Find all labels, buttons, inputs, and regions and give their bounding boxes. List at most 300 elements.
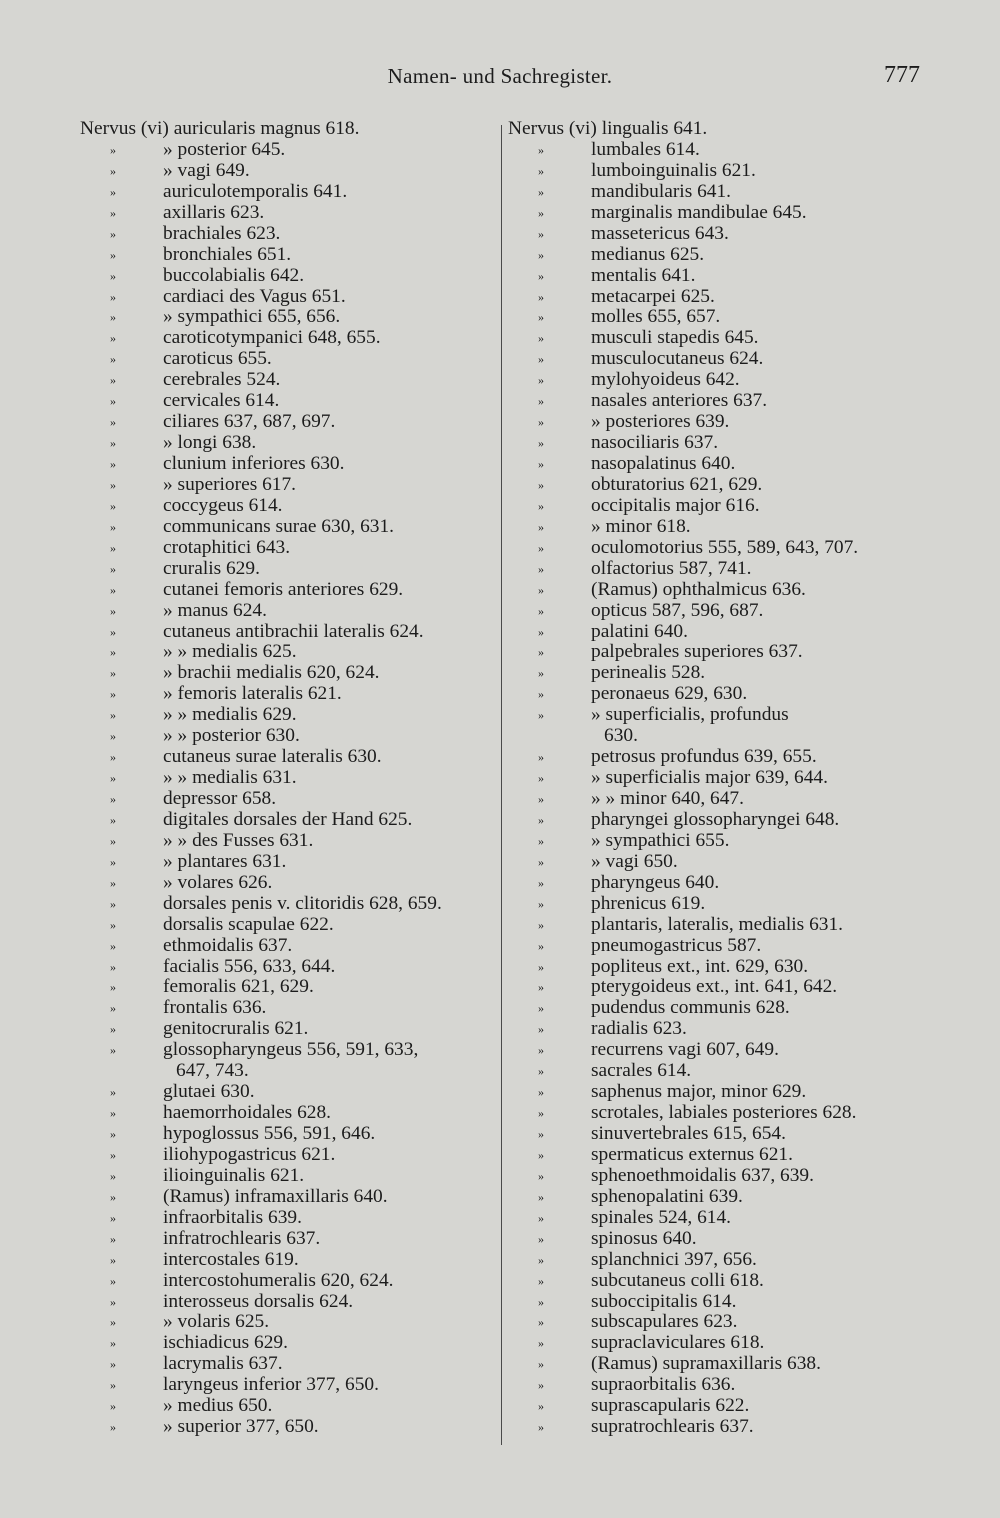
- ditto-mark: »: [110, 352, 116, 367]
- entry-text: » volaris 625.: [163, 1311, 270, 1333]
- page-number: 777: [884, 62, 920, 88]
- entry-text: intercostohumeralis 620, 624.: [163, 1269, 394, 1291]
- index-entry: [80, 1145, 498, 1166]
- entry-text: radialis 623.: [591, 1018, 687, 1040]
- ditto-mark: »: [538, 163, 544, 178]
- index-entry: [80, 1396, 498, 1417]
- index-entry: [80, 1082, 498, 1103]
- ditto-mark: »: [538, 457, 544, 471]
- ditto-mark: »: [110, 666, 116, 681]
- entry-text: supraclaviculares 618.: [591, 1332, 765, 1354]
- entry-text: cutaneus surae lateralis 630.: [163, 746, 382, 768]
- index-entry: [508, 1040, 926, 1061]
- ditto-mark: »: [110, 792, 116, 806]
- entry-text: suboccipitalis 614.: [591, 1290, 737, 1312]
- ditto-mark: »: [110, 205, 116, 220]
- ditto-mark: »: [538, 1210, 544, 1225]
- index-entry: [508, 705, 926, 726]
- ditto-mark: »: [110, 331, 116, 346]
- ditto-mark: »: [538, 812, 544, 827]
- entry-text: » vagi 649.: [163, 159, 250, 181]
- entry-text: nasociliaris 637.: [591, 432, 719, 454]
- ditto-mark: »: [110, 896, 116, 911]
- entry-text: ischiadicus 629.: [163, 1332, 288, 1354]
- ditto-mark: »: [110, 582, 116, 597]
- index-entry: [80, 789, 498, 810]
- entry-text: » » des Fusses 631.: [163, 829, 314, 851]
- ditto-mark: »: [538, 1127, 544, 1141]
- index-entry: [508, 517, 926, 538]
- index-entry: [508, 454, 926, 475]
- entry-text: » » posterior 630.: [163, 725, 300, 747]
- index-entry: [80, 894, 498, 915]
- index-entry: [508, 433, 926, 454]
- index-entry: [508, 622, 926, 643]
- index-entry: [508, 119, 926, 140]
- index-entry: [508, 287, 926, 308]
- ditto-mark: »: [110, 268, 116, 283]
- index-entry: [508, 496, 926, 517]
- entry-text: dorsales penis v. clitoridis 628, 659.: [163, 892, 442, 914]
- ditto-mark: »: [110, 1189, 116, 1204]
- entry-text: hypoglossus 556, 591, 646.: [163, 1123, 376, 1144]
- ditto-mark: »: [538, 1378, 544, 1393]
- index-entry: [80, 601, 498, 622]
- index-entry: [508, 328, 926, 349]
- index-entry: [508, 412, 926, 433]
- ditto-mark: »: [538, 373, 544, 388]
- index-entry: [508, 224, 926, 245]
- ditto-mark: »: [538, 917, 544, 932]
- entry-text: sphenopalatini 639.: [591, 1185, 743, 1207]
- ditto-mark: »: [538, 1273, 544, 1288]
- entry-text: 647, 743.: [176, 1060, 249, 1082]
- index-entry: [508, 936, 926, 957]
- ditto-mark: »: [110, 854, 116, 869]
- entry-text: sphenoethmoidalis 637, 639.: [591, 1164, 814, 1186]
- index-entry: [80, 1375, 498, 1396]
- ditto-mark: »: [538, 1315, 544, 1330]
- index-entry: [508, 559, 926, 580]
- entry-text: cruralis 629.: [163, 557, 260, 579]
- ditto-mark: »: [110, 1043, 116, 1058]
- ditto-mark: »: [538, 645, 544, 660]
- index-entry: [80, 391, 498, 412]
- ditto-mark: »: [538, 959, 544, 974]
- ditto-mark: »: [538, 1357, 544, 1372]
- entry-text: mentalis 641.: [591, 264, 696, 286]
- index-entry: [80, 245, 498, 266]
- index-entry: [80, 266, 498, 287]
- ditto-mark: »: [538, 1043, 544, 1058]
- ditto-mark: »: [110, 1252, 116, 1267]
- index-column-right: [508, 119, 926, 1438]
- ditto-mark: »: [538, 1420, 544, 1435]
- index-entry: [80, 1187, 498, 1208]
- ditto-mark: »: [538, 142, 544, 157]
- index-entry: [80, 1229, 498, 1250]
- entry-text: » plantares 631.: [163, 850, 287, 872]
- index-entry: [80, 224, 498, 245]
- ditto-mark: »: [538, 519, 544, 534]
- entry-text: laryngeus inferior 377, 650.: [163, 1374, 379, 1396]
- entry-text: spermaticus externus 621.: [591, 1143, 793, 1165]
- index-entry: [508, 1061, 926, 1082]
- index-entry: [80, 1292, 498, 1313]
- ditto-mark: »: [110, 603, 116, 618]
- index-entry: [80, 998, 498, 1019]
- entry-text: » minor 618.: [591, 515, 691, 537]
- ditto-mark: »: [110, 917, 116, 932]
- ditto-mark: »: [538, 708, 544, 723]
- index-entry: [80, 538, 498, 559]
- ditto-mark: »: [110, 1336, 116, 1351]
- index-entry: [80, 852, 498, 873]
- entry-text: caroticotympanici 648, 655.: [163, 327, 381, 349]
- index-entry: [508, 1208, 926, 1229]
- ditto-mark: »: [538, 1189, 544, 1204]
- entry-text: spinales 524, 614.: [591, 1206, 732, 1228]
- entry-text: supratrochlearis 637.: [591, 1416, 754, 1438]
- entry-text: spinosus 640.: [591, 1227, 697, 1249]
- entry-text: sinuvertebrales 615, 654.: [591, 1123, 786, 1144]
- index-entry: [508, 1229, 926, 1250]
- index-entry: [80, 663, 498, 684]
- index-entry: [508, 1187, 926, 1208]
- ditto-mark: »: [538, 666, 544, 681]
- ditto-mark: »: [538, 750, 544, 765]
- index-entry: [80, 936, 498, 957]
- index-entry: [508, 1396, 926, 1417]
- entry-text: pneumogastricus 587.: [591, 934, 762, 956]
- entry-text: palpebrales superiores 637.: [591, 641, 803, 663]
- ditto-mark: »: [110, 645, 116, 660]
- ditto-mark: »: [110, 247, 116, 262]
- index-entry: [508, 642, 926, 663]
- entry-text: » » medialis 629.: [163, 704, 297, 726]
- ditto-mark: »: [110, 938, 116, 953]
- index-entry: [80, 140, 498, 161]
- entry-text: nasopalatinus 640.: [591, 453, 736, 474]
- entry-text: lacrymalis 637.: [163, 1353, 283, 1375]
- index-entry: [508, 370, 926, 391]
- ditto-mark: »: [538, 310, 544, 325]
- index-entry: [80, 1166, 498, 1187]
- ditto-mark: »: [110, 875, 116, 890]
- entry-text: facialis 556, 633, 644.: [163, 955, 336, 977]
- entry-text: » superficialis, profundus: [591, 704, 789, 726]
- entry-text: perinealis 528.: [591, 662, 706, 684]
- entry-text: clunium inferiores 630.: [163, 453, 345, 474]
- ditto-mark: »: [110, 1127, 116, 1141]
- entry-text: » volares 626.: [163, 871, 273, 893]
- index-entry: [508, 1250, 926, 1271]
- ditto-mark: »: [110, 373, 116, 388]
- index-entry: [508, 1082, 926, 1103]
- entry-text: haemorrhoidales 628.: [163, 1102, 332, 1124]
- ditto-mark: »: [110, 226, 116, 241]
- ditto-mark: »: [110, 1294, 116, 1309]
- index-entry: [80, 1354, 498, 1375]
- index-entry: [508, 852, 926, 873]
- index-entry: [508, 957, 926, 978]
- index-entry: [508, 203, 926, 224]
- ditto-mark: »: [538, 938, 544, 953]
- entry-text: 630.: [604, 725, 638, 747]
- entry-text: lumbales 614.: [591, 138, 700, 160]
- index-entry: [508, 538, 926, 559]
- index-entry: [80, 475, 498, 496]
- entry-text: axillaris 623.: [163, 201, 265, 223]
- index-entry: [80, 328, 498, 349]
- entry-text: » manus 624.: [163, 599, 267, 621]
- ditto-mark: »: [538, 289, 544, 304]
- index-entry: [80, 810, 498, 831]
- entry-text: dorsalis scapulae 622.: [163, 913, 334, 935]
- ditto-mark: »: [110, 1231, 116, 1246]
- index-entry: [508, 1103, 926, 1124]
- index-entry: [80, 747, 498, 768]
- ditto-mark: »: [110, 498, 116, 513]
- ditto-mark: »: [538, 184, 544, 199]
- ditto-mark: »: [538, 268, 544, 283]
- index-entry: [80, 559, 498, 580]
- entry-text: cervicales 614.: [163, 390, 280, 412]
- index-entry: [508, 1354, 926, 1375]
- index-entry: [508, 391, 926, 412]
- index-column-left: [80, 119, 498, 1438]
- entry-text: auriculotemporalis 641.: [163, 180, 348, 202]
- ditto-mark: »: [538, 603, 544, 618]
- ditto-mark: »: [538, 875, 544, 890]
- index-entry: [80, 161, 498, 182]
- index-entry: [508, 580, 926, 601]
- entry-text: suprascapularis 622.: [591, 1395, 750, 1417]
- ditto-mark: »: [110, 519, 116, 534]
- ditto-mark: »: [538, 1085, 544, 1100]
- index-entry: [508, 873, 926, 894]
- ditto-mark: »: [110, 1147, 116, 1162]
- entry-text: pudendus communis 628.: [591, 997, 790, 1019]
- ditto-mark: »: [538, 792, 544, 806]
- entry-text: (Ramus) supramaxillaris 638.: [591, 1353, 821, 1375]
- entry-text: ciliares 637, 687, 697.: [163, 411, 336, 433]
- entry-text: mandibularis 641.: [591, 180, 732, 202]
- index-entry: [508, 1292, 926, 1313]
- index-entry: [80, 1312, 498, 1333]
- ditto-mark: »: [538, 1106, 544, 1121]
- index-entry: [80, 412, 498, 433]
- index-entry: [80, 182, 498, 203]
- index-entry: [80, 433, 498, 454]
- entry-text: olfactorius 587, 741.: [591, 557, 752, 579]
- entry-text: coccygeus 614.: [163, 494, 283, 516]
- entry-text: cerebrales 524.: [163, 369, 281, 391]
- index-entry: [80, 1208, 498, 1229]
- entry-text: » sympathici 655.: [591, 829, 730, 851]
- index-entry: [508, 1333, 926, 1354]
- entry-text: » superficialis major 639, 644.: [591, 767, 828, 789]
- entry-text: ethmoidalis 637.: [163, 934, 293, 956]
- index-entry: [508, 977, 926, 998]
- entry-text: cardiaci des Vagus 651.: [163, 285, 346, 307]
- entry-text: » brachii medialis 620, 624.: [163, 662, 380, 684]
- index-entry: [508, 601, 926, 622]
- ditto-mark: »: [538, 1147, 544, 1162]
- entry-text: nasales anteriores 637.: [591, 390, 768, 412]
- ditto-mark: »: [538, 624, 544, 639]
- ditto-mark: »: [110, 1420, 116, 1435]
- ditto-mark: »: [110, 561, 116, 576]
- entry-text: subcutaneus colli 618.: [591, 1269, 764, 1291]
- index-entry: [80, 642, 498, 663]
- index-entry: [80, 496, 498, 517]
- entry-text: intercostales 619.: [163, 1248, 299, 1270]
- entry-text: » femoris lateralis 621.: [163, 683, 342, 705]
- column-divider: [501, 125, 502, 1445]
- index-entry: [508, 1417, 926, 1438]
- ditto-mark: »: [110, 812, 116, 827]
- index-entry: [80, 370, 498, 391]
- entry-text: buccolabialis 642.: [163, 264, 305, 286]
- ditto-mark: »: [110, 729, 116, 744]
- ditto-mark: »: [538, 226, 544, 241]
- ditto-mark: »: [110, 1399, 116, 1414]
- entry-text: occipitalis major 616.: [591, 494, 760, 516]
- entry-text: peronaeus 629, 630.: [591, 683, 748, 705]
- index-entry: [508, 349, 926, 370]
- ditto-mark: »: [110, 1022, 116, 1037]
- index-entry: [508, 1375, 926, 1396]
- ditto-mark: »: [110, 310, 116, 325]
- ditto-mark: »: [538, 436, 544, 451]
- ditto-mark: »: [538, 1022, 544, 1037]
- ditto-mark: »: [538, 1252, 544, 1267]
- index-entry: [80, 1333, 498, 1354]
- entry-text: glossopharyngeus 556, 591, 633,: [163, 1039, 419, 1061]
- ditto-mark: »: [538, 1399, 544, 1414]
- index-entry: [80, 726, 498, 747]
- entry-text: sacrales 614.: [591, 1060, 692, 1082]
- ditto-mark: »: [110, 833, 116, 848]
- entry-text: musculi stapedis 645.: [591, 327, 759, 349]
- ditto-mark: »: [538, 477, 544, 492]
- index-entry: [80, 1103, 498, 1124]
- running-title: Namen- und Sachregister.: [387, 64, 613, 88]
- ditto-mark: »: [110, 1085, 116, 1100]
- ditto-mark: »: [110, 477, 116, 492]
- entry-text: scrotales, labiales posteriores 628.: [591, 1102, 857, 1124]
- entry-text: mylohyoideus 642.: [591, 369, 740, 391]
- entry-text: » posterior 645.: [163, 138, 286, 160]
- entry-text: glutaei 630.: [163, 1081, 255, 1103]
- entry-text: communicans surae 630, 631.: [163, 515, 395, 537]
- index-entry: [80, 517, 498, 538]
- index-entry: [80, 1019, 498, 1040]
- index-entry: [508, 768, 926, 789]
- entry-text: » » minor 640, 647.: [591, 788, 744, 809]
- entry-text: femoralis 621, 629.: [163, 976, 314, 998]
- entry-text: plantaris, lateralis, medialis 631.: [591, 913, 844, 935]
- entry-text: lumboinguinalis 621.: [591, 159, 756, 181]
- ditto-mark: »: [110, 771, 116, 786]
- index-entry: [80, 307, 498, 328]
- ditto-mark: »: [538, 540, 544, 555]
- entry-text: opticus 587, 596, 687.: [591, 599, 764, 621]
- index-entry: [508, 998, 926, 1019]
- ditto-mark: »: [538, 352, 544, 367]
- entry-text: obturatorius 621, 629.: [591, 473, 763, 495]
- entry-text: » sympathici 655, 656.: [163, 306, 341, 328]
- entry-text: caroticus 655.: [163, 348, 272, 370]
- index-entry: [508, 831, 926, 852]
- ditto-mark: »: [110, 540, 116, 555]
- entry-text: medianus 625.: [591, 243, 705, 265]
- ditto-mark: »: [110, 289, 116, 304]
- entry-text: petrosus profundus 639, 655.: [591, 746, 817, 768]
- index-entry: [508, 726, 926, 747]
- entry-text: pharyngeus 640.: [591, 871, 720, 893]
- index-entry: [80, 1417, 498, 1438]
- index-entry: [80, 915, 498, 936]
- entry-text: » posteriores 639.: [591, 411, 730, 433]
- entry-text: brachiales 623.: [163, 222, 281, 244]
- entry-text: iliohypogastricus 621.: [163, 1143, 336, 1165]
- entry-text: digitales dorsales der Hand 625.: [163, 808, 413, 830]
- ditto-mark: »: [110, 708, 116, 723]
- ditto-mark: »: [110, 1001, 116, 1016]
- entry-text: » superior 377, 650.: [163, 1416, 319, 1438]
- entry-text: » superiores 617.: [163, 473, 297, 495]
- ditto-mark: »: [110, 1168, 116, 1183]
- index-entry: [80, 622, 498, 643]
- ditto-mark: »: [110, 1357, 116, 1372]
- entry-text: phrenicus 619.: [591, 892, 706, 914]
- entry-text: (Ramus) inframaxillaris 640.: [163, 1185, 388, 1207]
- index-entry: [80, 831, 498, 852]
- index-entry: [508, 747, 926, 768]
- index-entry: [80, 1124, 498, 1145]
- ditto-mark: »: [538, 833, 544, 848]
- entry-text: marginalis mandibulae 645.: [591, 201, 807, 223]
- entry-text: supraorbitalis 636.: [591, 1374, 736, 1396]
- ditto-mark: »: [538, 1168, 544, 1183]
- index-entry: [80, 1061, 498, 1082]
- page-header: [0, 64, 1000, 94]
- entry-text: » vagi 650.: [591, 850, 678, 872]
- entry-text: » » medialis 625.: [163, 641, 297, 663]
- entry-text: musculocutaneus 624.: [591, 348, 764, 370]
- entry-text: infratrochlearis 637.: [163, 1227, 321, 1249]
- index-entry: [508, 161, 926, 182]
- index-entry: [80, 873, 498, 894]
- entry-text: subscapulares 623.: [591, 1311, 738, 1333]
- entry-text: oculomotorius 555, 589, 643, 707.: [591, 536, 859, 558]
- entry-text: infraorbitalis 639.: [163, 1206, 302, 1228]
- index-entry: [508, 1145, 926, 1166]
- index-entry: [508, 684, 926, 705]
- ditto-mark: »: [538, 561, 544, 576]
- index-entry: [508, 307, 926, 328]
- entry-text: popliteus ext., int. 629, 630.: [591, 955, 809, 977]
- index-entry: [80, 454, 498, 475]
- ditto-mark: »: [538, 771, 544, 786]
- ditto-mark: »: [110, 980, 116, 995]
- index-entry: [508, 810, 926, 831]
- entry-text: depressor 658.: [163, 788, 277, 809]
- ditto-mark: »: [538, 896, 544, 911]
- index-entry: [508, 475, 926, 496]
